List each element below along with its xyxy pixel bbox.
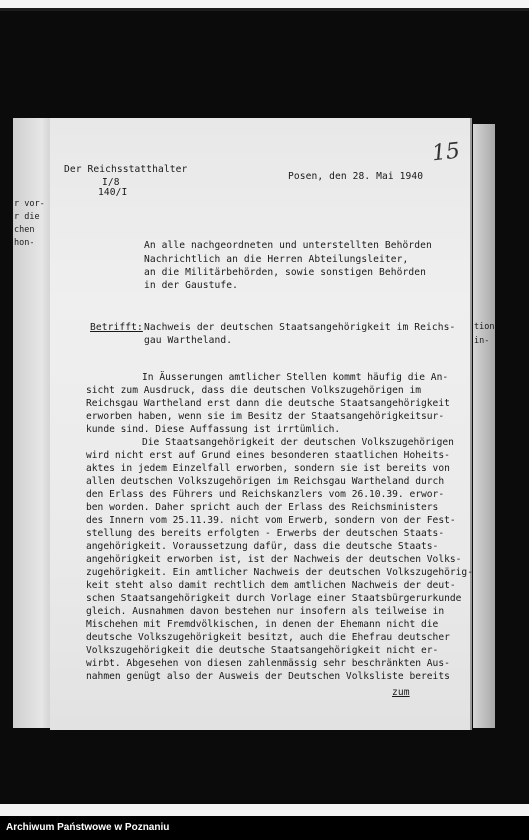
body-line: angehörigkeit erworben ist, ist der Nachweis der deutschen Volks- — [86, 554, 462, 565]
body-line: In Äusserungen amtlicher Stellen kommt häufig die An- — [142, 372, 449, 383]
body-line: Volkszugehörigkeit die deutsche Staatsangehörigkeit nicht er- — [86, 645, 439, 656]
body-line: angehörigkeit. Voraussetzung dafür, dass die deutsche Staats- — [86, 541, 439, 552]
addressee-line: An alle nachgeordneten und unterstellten Behörden — [144, 240, 432, 251]
body-line: Reichsgau Wartheland erst dann die deutsche Staatsangehörigkeit — [86, 398, 450, 409]
left-fragment: r vor- — [14, 199, 45, 209]
body-line: gleich. Ausnahmen davon bestehen nur insofern als teilweise in — [86, 606, 445, 617]
addressee-line: in der Gaustufe. — [144, 280, 239, 291]
addressee-line: an die Militärbehörden, sowie sonstigen Behörden — [144, 267, 427, 278]
reference: I/8 — [102, 177, 120, 188]
subject-label: Betrifft: — [90, 322, 143, 333]
body-line: nahmen genügt also der Ausweis der Deutschen Volksliste bereits — [86, 671, 450, 682]
subject-line: Nachweis der deutschen Staatsangehörigkeit im Reichs- — [144, 322, 456, 333]
left-fragment: hon- — [14, 238, 35, 248]
body-line: Die Staatsangehörigkeit der deutschen Volkszugehörigen — [142, 437, 454, 448]
place-date: Posen, den 28. Mai 1940 — [288, 171, 424, 182]
subject-line: gau Wartheland. — [144, 335, 233, 346]
right-adjacent-page — [473, 124, 495, 728]
body-line: keit steht also damit rechtlich dem amtlichen Nachweis der deut- — [86, 580, 456, 591]
body-line: schen Staatsangehörigkeit durch Vorlage einer Staatsbürgerurkunde — [86, 593, 462, 604]
body-line: wird nicht erst auf Grund eines besonderen staatlichen Hoheits- — [86, 450, 450, 461]
body-line: aktes in jedem Einzelfall erworben, sondern sie ist bereits von — [86, 463, 450, 474]
body-line: stellung des bereits erfolgten - Erwerbs der deutschen Staats- — [86, 528, 445, 539]
body-line: ben worden. Daher spricht auch der Erlass des Reichsministers — [86, 502, 439, 513]
body-line: den Erlass des Führers und Reichskanzlers vom 26.10.39. erwor- — [86, 489, 445, 500]
body-line: zugehörigkeit. Ein amtlicher Nachweis der deutschen Volkszugehörig- — [86, 567, 473, 578]
addressee-line: Nachrichtlich an die Herren Abteilungsleiter, — [144, 254, 409, 265]
right-fragment: in- — [474, 336, 490, 346]
body-line: erworben haben, wenn sie im Besitz der Staatsangehörigkeitsur- — [86, 411, 445, 422]
frame-edge — [0, 8, 529, 11]
page-number: 15 — [430, 138, 462, 167]
right-fragment: tion — [474, 322, 495, 332]
left-fragment: r die — [14, 212, 40, 222]
body-line: kunde sind. Diese Auffassung ist irrtümlich. — [86, 424, 341, 435]
archive-footer — [0, 816, 529, 840]
body-line: allen deutschen Volkszugehörigen im Reichsgau Wartheland durch — [86, 476, 445, 487]
body-line: wirbt. Abgesehen von diesen zahlenmässig sehr beschränkten Aus- — [86, 658, 450, 669]
body-line: des Innern vom 25.11.39. nicht vom Erwerb, sondern von der Fest- — [86, 515, 456, 526]
sender: Der Reichsstatthalter — [64, 164, 188, 175]
body-line: Mischehen mit Fremdvölkischen, in denen der Ehemann nicht die — [86, 619, 439, 630]
body-line: deutsche Volkszugehörigkeit besitzt, auch die Ehefrau deutscher — [86, 632, 450, 643]
archive-name: Archiwum Państwowe w Poznaniu — [6, 822, 170, 833]
body-line: sicht zum Ausdruck, dass die deutschen Volkszugehörigen im — [86, 385, 422, 396]
catchword: zum — [392, 687, 410, 698]
left-fragment: chen — [14, 225, 35, 235]
reference-number: 140/I — [98, 187, 128, 198]
